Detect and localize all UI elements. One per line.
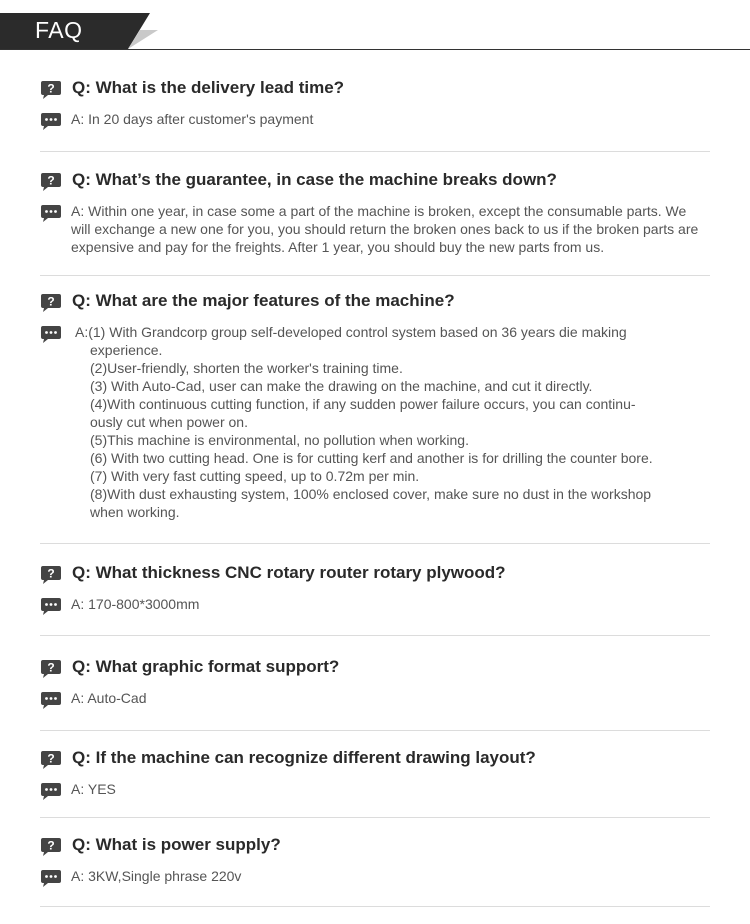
answer-row [40,867,710,885]
question-row [40,748,710,772]
answer-bubble-icon [40,868,62,888]
question-bubble-icon [40,293,62,313]
faq-header [0,0,750,52]
answer-line: A: 3KW,Single phrase 220v [71,868,242,884]
svg-text:?: ? [47,838,55,853]
question-row [40,563,710,587]
question-row [40,291,710,315]
answer-line: when working. [90,504,180,520]
answer-text [71,595,710,613]
answer-line: will exchange a new one for you, you should return the broken ones back to us if the broken parts are [71,221,699,237]
faq-item [40,78,710,128]
answer-line: ously cut when power on. [90,414,248,430]
answer-row [40,110,710,128]
faq-item [40,170,710,256]
answer-bubble-icon [40,596,62,616]
answer-row [40,689,710,707]
faq-divider [40,730,710,731]
question-text: Q: What thickness CNC rotary router rotary plywood? [72,563,506,582]
faq-item [40,657,710,707]
question-row [40,657,710,681]
answer-row [40,595,710,613]
question-row [40,170,710,194]
answer-line: (3) With Auto-Cad, user can make the drawing on the machine, and cut it directly. [90,378,593,394]
answer-line: (2)User-friendly, shorten the worker's training time. [90,360,403,376]
svg-text:?: ? [47,566,55,581]
answer-line: A: Within one year, in case some a part of the machine is broken, except the consumable parts. We [71,203,687,219]
question-text: Q: If the machine can recognize different drawing layout? [72,748,536,767]
answer-bubble-icon [40,111,62,131]
question-bubble-icon [40,172,62,192]
faq-item [40,563,710,613]
question-bubble-icon [40,659,62,679]
answer-line: A: In 20 days after customer's payment [71,111,314,127]
answer-line: experience. [90,342,163,358]
question-text: Q: What’s the guarantee, in case the machine breaks down? [72,170,557,189]
question-text: Q: What is power supply? [72,835,281,854]
svg-text:?: ? [47,751,55,766]
question-bubble-icon [40,837,62,857]
faq-divider [40,635,710,636]
faq-item [40,748,710,798]
svg-text:?: ? [47,81,55,96]
faq-divider [40,151,710,152]
question-bubble-icon [40,750,62,770]
question-text: Q: What is the delivery lead time? [72,78,345,97]
question-text: Q: What graphic format support? [72,657,340,676]
answer-bubble-icon [40,324,62,344]
answer-row [40,202,710,256]
faq-divider [40,906,710,907]
svg-text:?: ? [47,294,55,309]
question-row [40,78,710,102]
answer-row [40,780,710,798]
answer-line: (8)With dust exhausting system, 100% enclosed cover, make sure no dust in the workshop [90,486,652,502]
answer-text [71,110,710,128]
answer-line: expensive and pay for the freights. After 1 year, you should buy the new parts from us. [71,239,605,255]
answer-text [71,780,710,798]
question-row [40,835,710,859]
faq-item [40,291,710,521]
answer-line: A: Auto-Cad [71,690,147,706]
question-bubble-icon [40,80,62,100]
faq-divider [40,817,710,818]
answer-line: (6) With two cutting head. One is for cutting kerf and another is for drilling the counter bore. [90,450,653,466]
answer-text [71,867,710,885]
answer-line: (7) With very fast cutting speed, up to 0.72m per min. [90,468,420,484]
svg-text:?: ? [47,173,55,188]
answer-line: A:(1) With Grandcorp group self-developed control system based on 36 years die making [75,324,627,340]
answer-line: A: 170-800*3000mm [71,596,200,612]
answer-line: (4)With continuous cutting function, if any sudden power failure occurs, you can continu- [90,396,636,412]
question-text: Q: What are the major features of the machine? [72,291,455,310]
svg-text:?: ? [47,660,55,675]
question-bubble-icon [40,565,62,585]
answer-line: (5)This machine is environmental, no pollution when working. [90,432,469,448]
faq-divider [40,275,710,276]
faq-item [40,835,710,885]
answer-bubble-icon [40,690,62,710]
answer-bubble-icon [40,203,62,223]
faq-divider [40,543,710,544]
answer-text [71,202,710,256]
answer-text [71,689,710,707]
answer-bubble-icon [40,781,62,801]
page-title: FAQ [35,17,83,43]
answer-line: A: YES [71,781,116,797]
header-divider [0,49,750,50]
answer-text [75,323,710,521]
answer-row [40,323,710,521]
